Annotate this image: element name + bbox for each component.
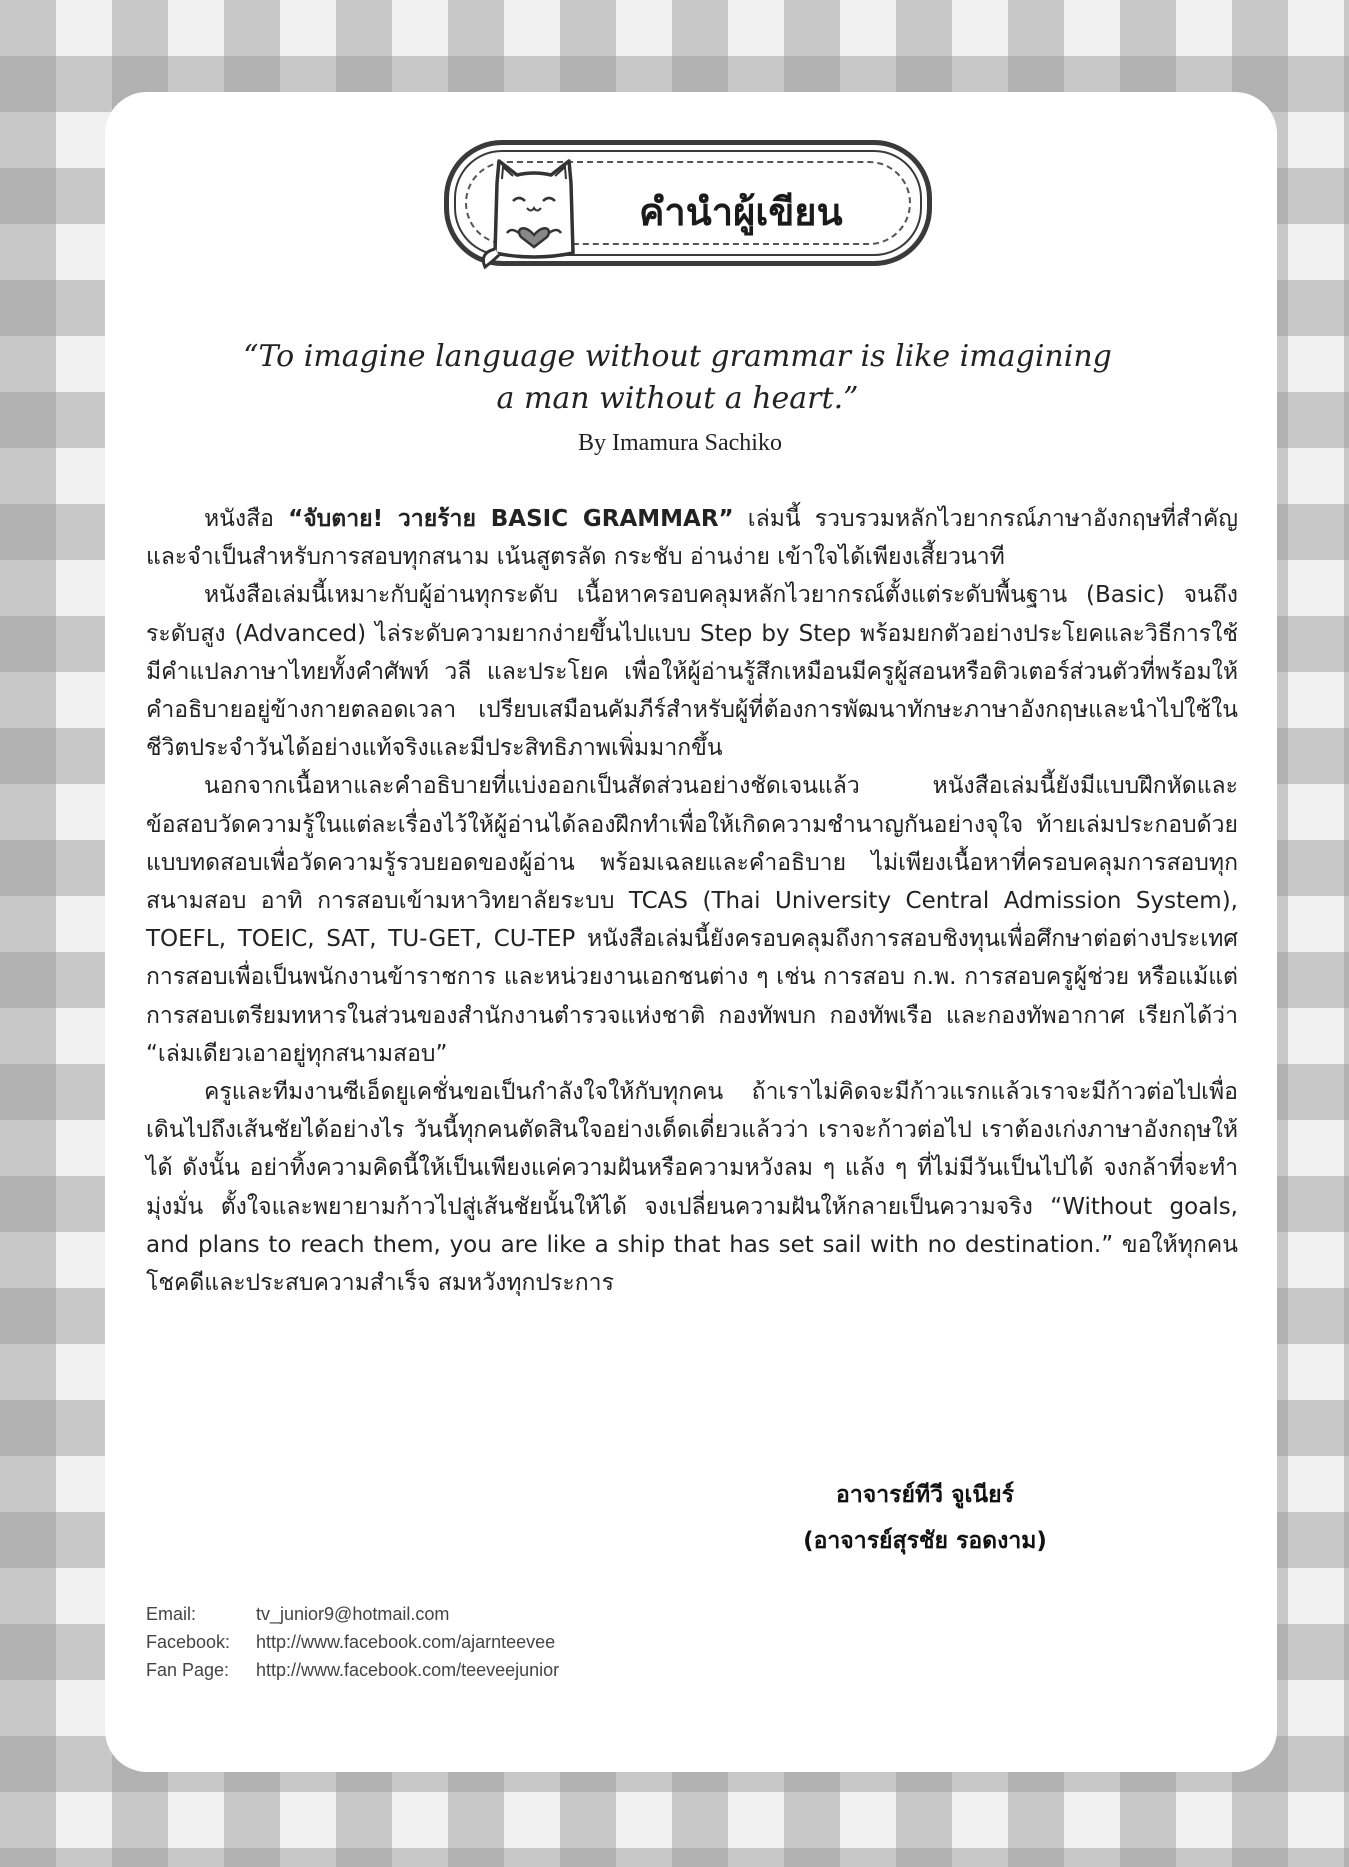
paragraph-3: นอกจากเนื้อหาและคำอธิบายที่แบ่งออกเป็นสัดส่วนอย่างชัดเจนแล้ว หนังสือเล่มนี้ยังมีแบบฝึกหัดและข้อสอบวัดความรู้ในแต่ละเรื่องไว้ให้ผู้อ่านได้ลองฝึกทำเพื่อให้เกิดความชำนาญกันอย่างจุใจ ท้ายเล่มประกอบด้วยแบบทดสอบเพื่อวัดความรู้รวบยอดของผู้อ่าน พร้อมเฉลยและคำอธิบาย ไม่เพียงเนื้อหาที่ครอบคลุมการสอบทุกสนามสอบ อาทิ การสอบเข้ามหาวิทยาลัยระบบ TCAS (Thai University Central Admission System), TOEFL, TOEIC, SAT, TU-GET, CU-TEP หนังสือเล่มนี้ยังครอบคลุมถึงการสอบชิงทุนเพื่อศึกษาต่อต่างประเทศ การสอบเพื่อเป็นพนักงานข้าราชการ และหน่วยงานเอกชนต่าง ๆ เช่น การสอบ ก.พ. การสอบครูผู้ช่วย หรือแม้แต่การสอบเตรียมทหารในส่วนของสำนักงานตำรวจแห่งชาติ กองทัพบก กองทัพเรือ และกองทัพอากาศ เรียกได้ว่า “เล่มเดียวเอาอยู่ทุกสนามสอบ” [146, 773, 1238, 1067]
contact-value-email: tv_junior9@hotmail.com [256, 1604, 450, 1624]
contact-row-email [146, 1600, 559, 1628]
paragraph-1-rest: เล่มนี้ รวบรวมหลักไวยากรณ์ภาษาอังกฤษที่สำคัญและจำเป็นสำหรับการสอบทุกสนาม เน้นสูตรลัด กระชับ อ่านง่าย เข้าใจได้เพียงเสี้ยวนาที [146, 506, 1238, 571]
paragraph-1 [146, 500, 1238, 576]
book-title-bold: “จับตาย! วายร้าย BASIC GRAMMAR” [288, 506, 734, 532]
paragraph-2: หนังสือเล่มนี้เหมาะกับผู้อ่านทุกระดับ เนื้อหาครอบคลุมหลักไวยากรณ์ตั้งแต่ระดับพื้นฐาน (Basic) จนถึงระดับสูง (Advanced) ไล่ระดับความยากง่ายขึ้นไปแบบ Step by Step พร้อมยกตัวอย่างประโยคและวิธีการใช้ มีคำแปลภาษาไทยทั้งคำศัพท์ วลี และประโยค เพื่อให้ผู้อ่านรู้สึกเหมือนมีครูผู้สอนหรือติวเตอร์ส่วนตัวที่พร้อมให้คำอธิบายอยู่ข้างกายตลอดเวลา เปรียบเสมือนคัมภีร์สำหรับผู้ที่ต้องการพัฒนาทักษะภาษาอังกฤษและนำไปใช้ในชีวิตประจำวันได้อย่างแท้จริงและมีประสิทธิภาพเพิ่มมากขึ้น [146, 582, 1238, 762]
contact-row-facebook [146, 1628, 559, 1656]
preface-body [146, 500, 1238, 1302]
epigraph-quote [205, 336, 1150, 420]
contact-info [146, 1600, 559, 1684]
paragraph-1-prefix: หนังสือ [204, 506, 289, 532]
contact-label: Fan Page: [146, 1660, 230, 1680]
quote-author: By Imamura Sachiko [578, 430, 782, 456]
quote-line-1: “To imagine language without grammar is like imagining [243, 339, 1112, 374]
paragraph-4: ครูและทีมงานซีเอ็ดยูเคชั่นขอเป็นกำลังใจให้กับทุกคน ถ้าเราไม่คิดจะมีก้าวแรกแล้วเราจะมีก้าวต่อไปเพื่อเดินไปถึงเส้นชัยได้อย่างไร วันนี้ทุกคนตัดสินใจอย่างเด็ดเดี่ยวแล้วว่า เราจะก้าวต่อไป เราต้องเก่งภาษาอังกฤษให้ได้ ดังนั้น อย่าทิ้งความคิดนี้ให้เป็นเพียงแค่ความฝันหรือความหวังลม ๆ แล้ง ๆ ที่ไม่มีวันเป็นไปได้ จงกล้าที่จะทำ มุ่งมั่น ตั้งใจและพยายามก้าวไปสู่เส้นชัยนั้นให้ได้ จงเปลี่ยนความฝันให้กลายเป็นความจริง “Without goals, and plans to reach them, you are like a ship that has set sail with no destination.” ขอให้ทุกคนโชคดีและประสบความสำเร็จ สมหวังทุกประการ [146, 1079, 1238, 1297]
page-title: คำนำผู้เขียน [639, 190, 843, 234]
author-name: อาจารย์ทีวี จูเนียร์ [836, 1482, 1014, 1508]
contact-value-facebook: http://www.facebook.com/ajarnteevee [256, 1632, 556, 1652]
contact-value-fanpage: http://www.facebook.com/teeveejunior [256, 1660, 560, 1680]
author-real-name: (อาจารย์สุรชัย รอดงาม) [803, 1528, 1047, 1554]
title-badge [444, 140, 932, 266]
contact-label: Email: [146, 1604, 197, 1624]
contact-label: Facebook: [146, 1632, 231, 1652]
cat-with-heart-icon [469, 153, 599, 273]
author-signature [780, 1472, 1070, 1564]
contact-row-fanpage [146, 1656, 559, 1684]
quote-line-2: a man without a heart.” [496, 381, 859, 416]
